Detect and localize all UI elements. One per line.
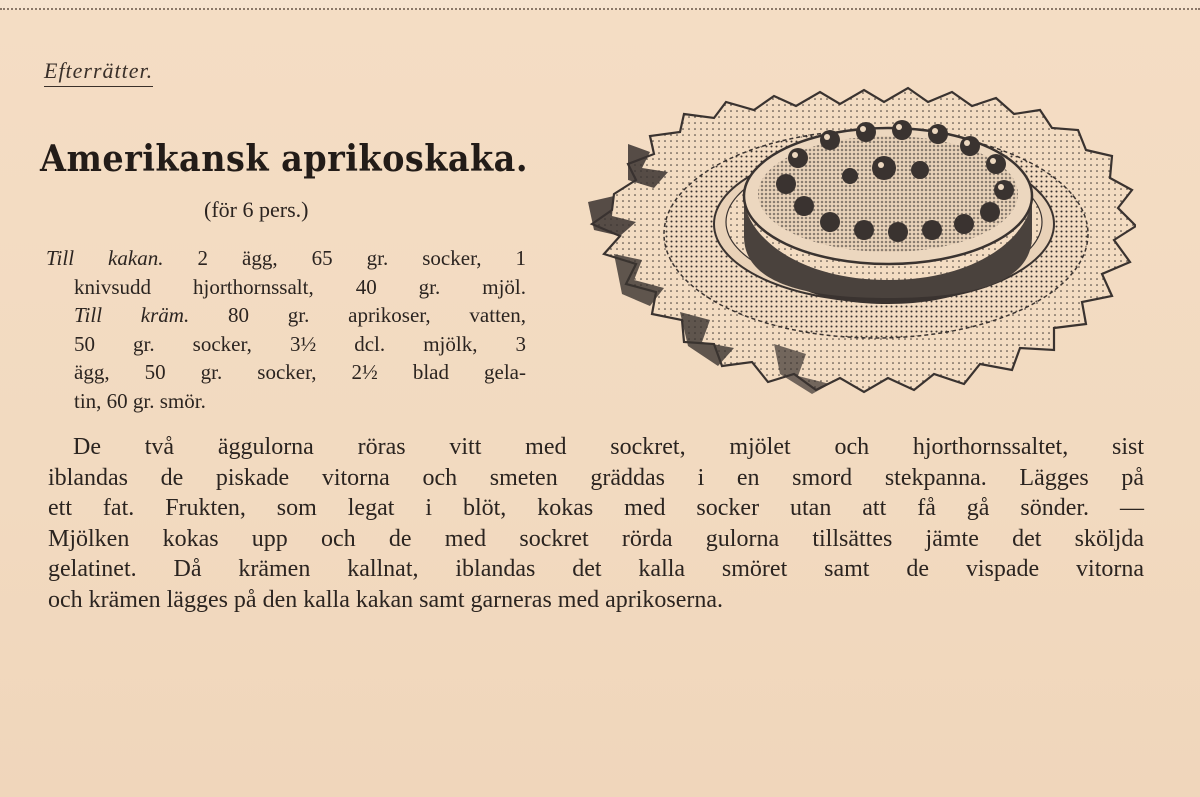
ingredient-line	[46, 387, 526, 416]
recipe-title: Amerikansk aprikoskaka.	[40, 138, 528, 180]
ingredient-text: knivsudd hjorthornssalt, 40 gr. mjöl.	[74, 274, 526, 299]
ingredient-text: 2 ägg, 65 gr. socker, 1	[163, 246, 526, 270]
ingredient-text: tin, 60 gr. smör.	[74, 388, 206, 413]
ingredient-text: ägg, 50 gr. socker, 2½ blad gela-	[74, 360, 526, 384]
perforated-top-edge	[0, 0, 1200, 10]
ingredient-line	[46, 273, 526, 302]
ingredient-section-label: Till kräm.	[74, 303, 190, 327]
ingredient-line	[46, 330, 526, 359]
instructions-line: ett fat. Frukten, som legat i blöt, kokas med socker utan att få gå sönder. —	[48, 495, 1144, 521]
ingredient-line	[46, 244, 526, 273]
apricot-cake-illustration-icon	[584, 84, 1136, 394]
instructions-line: gelatinet. Då krämen kallnat, iblandas det kalla smöret samt de vispade vitorna	[48, 556, 1144, 582]
instructions-line: iblandas de piskade vitorna och smeten gräddas i en smord stekpanna. Lägges på	[48, 464, 1144, 491]
ingredient-line	[46, 301, 526, 330]
recipe-servings: (för 6 pers.)	[204, 197, 309, 222]
instructions-line: och krämen lägges på den kalla kakan samt garneras med aprikoserna.	[48, 586, 724, 613]
ingredient-text: 50 gr. socker, 3½ dcl. mjölk, 3	[74, 331, 526, 356]
instructions-text	[48, 432, 1144, 615]
ingredient-section-label: Till kakan.	[46, 246, 164, 270]
ingredients-list	[46, 244, 526, 415]
instructions-line: Mjölken kokas upp och de med sockret rörda gulorna tillsättes jämte det sköljda	[48, 525, 1144, 552]
instructions-line: De två äggulorna röras vitt med sockret, mjölet och hjorthornssaltet, sist	[73, 434, 1144, 460]
ingredient-line	[46, 358, 526, 387]
ingredient-text: 80 gr. aprikoser, vatten,	[189, 303, 526, 327]
recipe-category: Efterrätter.	[44, 58, 153, 87]
